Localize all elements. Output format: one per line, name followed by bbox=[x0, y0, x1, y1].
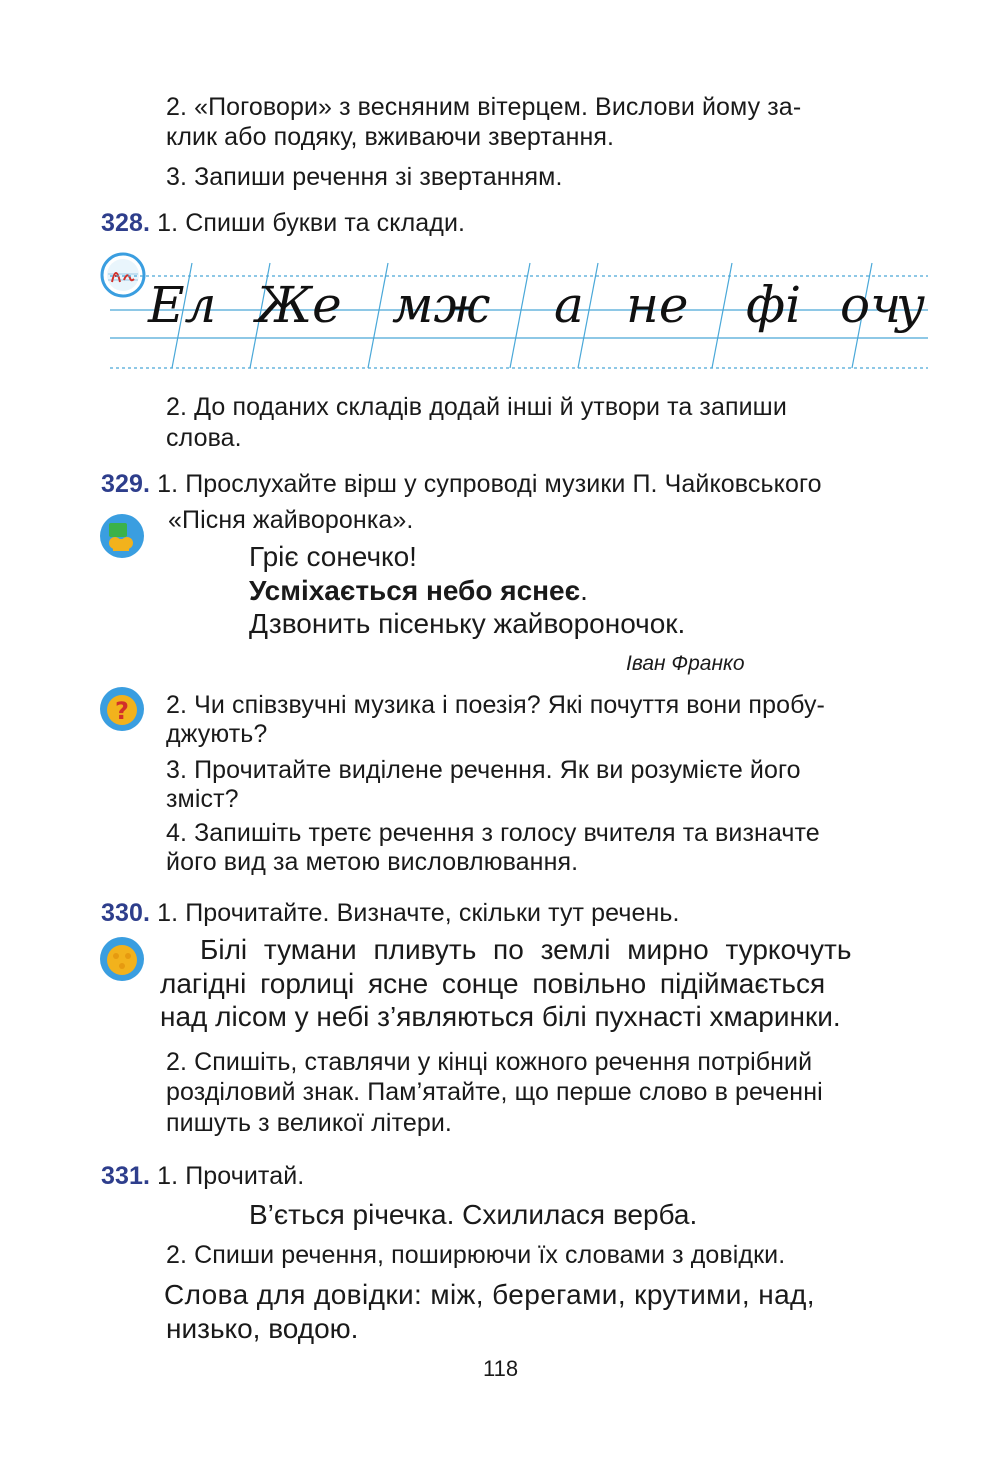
ex331-hint-line1: Слова для довідки: між, берегами, крутими, над, bbox=[164, 1279, 815, 1310]
cursive-syllables bbox=[148, 268, 938, 368]
ex331-hint-line2: низько, водою. bbox=[166, 1313, 359, 1344]
poem-punctuation: . bbox=[580, 575, 588, 606]
cursive-item: не bbox=[626, 276, 689, 334]
ex329-task1-line2: «Пісня жайворонка». bbox=[168, 506, 414, 534]
cursive-item: Ел bbox=[148, 276, 217, 334]
cursive-item: у bbox=[896, 276, 926, 334]
ex329-q4-line2: його вид за метою висловлювання. bbox=[166, 848, 579, 876]
ex330-task1: 1. Прочитайте. Визначте, скільки тут речень. bbox=[157, 899, 680, 927]
exercise-number: 330. bbox=[101, 899, 151, 927]
highlighted-sentence: Усміхається небо яснеє bbox=[249, 575, 581, 606]
ex330-task2-line2: розділовий знак. Пам’ятайте, що перше слово в реченні bbox=[166, 1078, 823, 1106]
ex330-text-line2: лагідні горлиці ясне сонце повільно підіймається bbox=[160, 968, 826, 999]
music-icon bbox=[99, 513, 145, 559]
ex331-task2: 2. Спиши речення, поширюючи їх словами з довідки. bbox=[166, 1241, 786, 1269]
ex327-task2-line1: 2. «Поговори» з весняним вітерцем. Вислови йому за- bbox=[166, 93, 802, 121]
ex331-task1: 1. Прочитай. bbox=[157, 1162, 305, 1190]
poem-line2 bbox=[249, 574, 588, 608]
ex328-task1: 1. Спиши букви та склади. bbox=[157, 209, 466, 237]
ex328-task2-line2: слова. bbox=[166, 424, 242, 452]
cursive-item: Же bbox=[256, 276, 342, 334]
ex328-task2-line1: 2. До поданих складів додай інші й утвори та запиши bbox=[166, 393, 787, 421]
ex331-heading bbox=[101, 1161, 304, 1192]
ex329-q3-line2: зміст? bbox=[166, 785, 239, 813]
ex330-task2-line3: пишуть з великої літери. bbox=[166, 1109, 452, 1137]
read-icon bbox=[99, 936, 145, 982]
ex330-heading bbox=[101, 898, 680, 929]
ex330-text-line1: Білі тумани пливуть по землі мирно туркочуть bbox=[200, 934, 852, 965]
ex329-q2-line1: 2. Чи співзвучні музика і поезія? Які почуття вони пробу- bbox=[166, 691, 825, 719]
exercise-number: 328. bbox=[101, 209, 151, 237]
poem-author: Іван Франко bbox=[626, 652, 745, 675]
ex329-q2-line2: джують? bbox=[166, 720, 268, 748]
exercise-number: 329. bbox=[101, 470, 151, 498]
svg-text:?: ? bbox=[115, 697, 129, 725]
ex329-q3-line1: 3. Прочитайте виділене речення. Як ви розумієте його bbox=[166, 756, 801, 784]
cursive-item: а bbox=[554, 276, 584, 334]
page-number: 118 bbox=[483, 1356, 519, 1381]
poem-line1: Гріє сонечко! bbox=[249, 541, 417, 572]
exercise-number: 331. bbox=[101, 1162, 151, 1190]
ex330-text-line3: над лісом у небі з’являються білі пухнасті хмаринки. bbox=[160, 1001, 841, 1032]
ex331-sentence: В’ється річечка. Схилилася верба. bbox=[249, 1199, 698, 1230]
question-icon bbox=[99, 686, 145, 732]
cursive-item: фі bbox=[746, 276, 802, 334]
poem-line3: Дзвонить пісеньку жайвороночок. bbox=[249, 608, 686, 639]
ex329-heading bbox=[101, 469, 822, 500]
cursive-item: оч bbox=[840, 276, 902, 334]
ex329-task1-line1: 1. Прослухайте вірш у супроводі музики П. Чайковського bbox=[157, 470, 822, 498]
ex328-heading bbox=[101, 208, 465, 239]
ex327-task3: 3. Запиши речення зі звертанням. bbox=[166, 163, 563, 191]
ex329-q4-line1: 4. Запишіть третє речення з голосу вчителя та визначте bbox=[166, 819, 820, 847]
ex327-task2-line2: клик або подяку, вживаючи звертання. bbox=[166, 123, 615, 151]
cursive-item: мж bbox=[392, 276, 491, 334]
ex330-task2-line1: 2. Спишіть, ставлячи у кінці кожного речення потрібний bbox=[166, 1048, 813, 1076]
